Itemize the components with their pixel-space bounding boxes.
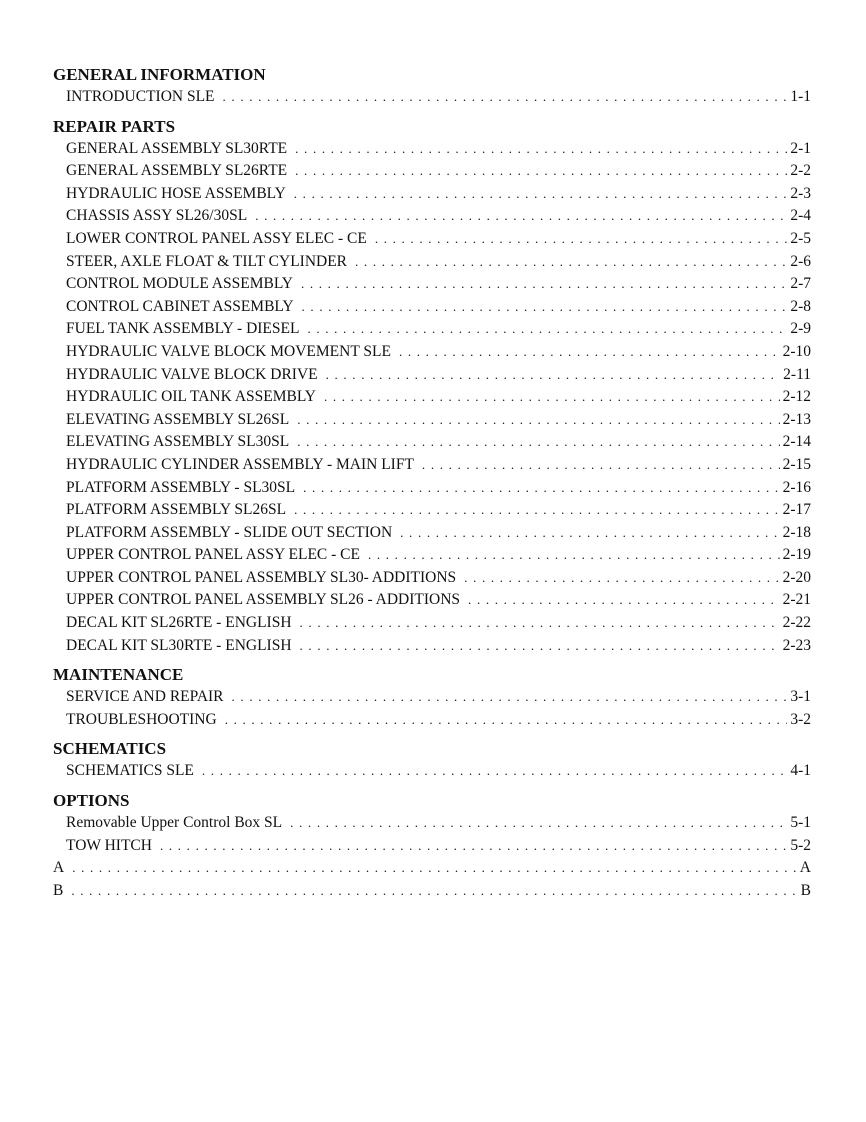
toc-entry-page-number: 2-23 <box>782 636 811 654</box>
dot-leader <box>223 86 788 109</box>
toc-entry-page-number: 2-10 <box>782 342 811 360</box>
toc-entry-label: UPPER CONTROL PANEL ASSY ELEC - CE <box>66 546 360 564</box>
toc-entry-label: HYDRAULIC HOSE ASSEMBLY <box>66 184 286 202</box>
toc-entry[interactable] <box>53 205 811 228</box>
toc-entry[interactable] <box>53 183 811 206</box>
section-heading: REPAIR PARTS <box>53 116 176 136</box>
toc-entry[interactable] <box>53 709 811 732</box>
section-heading: GENERAL INFORMATION <box>53 65 266 84</box>
toc-entry[interactable] <box>53 612 811 635</box>
toc-entry-page-number: 2-11 <box>783 365 811 383</box>
toc-entry-page-number: 2-13 <box>782 410 811 428</box>
dot-leader <box>375 228 788 251</box>
toc-entry-label: ELEVATING ASSEMBLY SL30SL <box>66 433 290 451</box>
toc-entry-label: TOW HITCH <box>66 836 152 854</box>
toc-entry-label: TROUBLESHOOTING <box>66 710 217 728</box>
toc-entry-page-number: 2-15 <box>782 455 811 473</box>
dot-leader <box>301 273 787 296</box>
dot-leader <box>464 567 779 590</box>
dot-leader <box>297 431 779 454</box>
toc-entry-page-number: 5-1 <box>790 814 811 832</box>
dot-leader <box>295 160 787 183</box>
toc-entry-page-number: 2-4 <box>790 207 811 225</box>
toc-entry-page-number: 2-17 <box>782 501 811 519</box>
dot-leader <box>232 686 788 709</box>
toc-entry[interactable] <box>53 273 811 296</box>
dot-leader <box>302 296 788 319</box>
toc-entry-page-number: 4-1 <box>790 762 811 780</box>
dot-leader <box>355 251 787 274</box>
toc-entry[interactable] <box>53 544 811 567</box>
toc-entry[interactable] <box>53 812 811 835</box>
toc-entry-label: A <box>53 859 65 877</box>
toc-section <box>53 64 811 109</box>
toc-entry-label: SCHEMATICS SLE <box>66 762 194 780</box>
toc-entry[interactable] <box>53 386 811 409</box>
toc-entry-page-number: 1-1 <box>790 88 811 105</box>
toc-section <box>53 738 811 783</box>
dot-leader <box>300 635 780 658</box>
toc-entry-label: PLATFORM ASSEMBLY - SLIDE OUT SECTION <box>66 523 393 541</box>
toc-entry-page-number: 2-9 <box>790 320 811 338</box>
toc-entry-label: DECAL KIT SL30RTE - ENGLISH <box>66 636 292 654</box>
toc-entry-page-number: 2-22 <box>782 614 811 632</box>
dot-leader <box>294 499 779 522</box>
dot-leader <box>255 205 787 228</box>
toc-entry-label: STEER, AXLE FLOAT & TILT CYLINDER <box>66 252 348 270</box>
toc-entry-page-number: 2-16 <box>782 478 811 496</box>
dot-leader <box>368 544 780 567</box>
table-of-contents <box>53 64 811 902</box>
toc-entry-label: INTRODUCTION SLE <box>66 88 215 105</box>
toc-entry-label: Removable Upper Control Box SL <box>66 814 283 832</box>
toc-entry[interactable] <box>53 835 811 858</box>
toc-entry[interactable] <box>53 364 811 387</box>
toc-entry-label: FUEL TANK ASSEMBLY - DIESEL <box>66 320 300 338</box>
toc-entry[interactable] <box>53 296 811 319</box>
toc-entry[interactable] <box>53 880 811 903</box>
toc-entry-page-number: 2-2 <box>790 162 811 180</box>
toc-entry-page-number: 2-21 <box>782 591 811 609</box>
toc-entry-page-number: 2-18 <box>782 523 811 541</box>
toc-entry[interactable] <box>53 409 811 432</box>
dot-leader <box>295 138 787 161</box>
toc-entry[interactable] <box>53 567 811 590</box>
toc-entry[interactable] <box>53 477 811 500</box>
dot-leader <box>72 857 797 880</box>
dot-leader <box>202 760 787 783</box>
toc-entry-label: UPPER CONTROL PANEL ASSEMBLY SL26 - ADDITIONS <box>66 591 461 609</box>
toc-entry-page-number: 3-2 <box>790 710 811 728</box>
toc-entry-page-number: 2-12 <box>782 388 811 406</box>
section-heading: MAINTENANCE <box>53 665 184 685</box>
toc-entry[interactable] <box>53 454 811 477</box>
toc-entry[interactable] <box>53 318 811 341</box>
toc-entry[interactable] <box>53 857 811 880</box>
dot-leader <box>300 612 780 635</box>
toc-entry-label: DECAL KIT SL26RTE - ENGLISH <box>66 614 292 632</box>
toc-entry[interactable] <box>53 251 811 274</box>
toc-entry[interactable] <box>53 760 811 783</box>
toc-entry[interactable] <box>53 160 811 183</box>
toc-entry-page-number: 2-6 <box>790 252 811 270</box>
dot-leader <box>326 364 781 387</box>
toc-entry-label: GENERAL ASSEMBLY SL26RTE <box>66 162 288 180</box>
toc-entry-page-number: 2-8 <box>790 297 811 315</box>
dot-leader <box>422 454 780 477</box>
toc-entry-page-number: A <box>799 859 811 877</box>
toc-entry-page-number: 2-5 <box>790 229 811 247</box>
toc-entry[interactable] <box>53 635 811 658</box>
toc-entry[interactable] <box>53 86 811 109</box>
dot-leader <box>71 880 797 903</box>
toc-entry-page-number: B <box>800 881 811 899</box>
toc-entry-page-number: 2-20 <box>782 568 811 586</box>
toc-entry-label: GENERAL ASSEMBLY SL30RTE <box>66 139 288 157</box>
dot-leader <box>307 318 787 341</box>
dot-leader <box>225 709 788 732</box>
toc-entry[interactable] <box>53 499 811 522</box>
toc-entry[interactable] <box>53 522 811 545</box>
toc-entry-page-number: 5-2 <box>790 836 811 854</box>
toc-entry-label: ELEVATING ASSEMBLY SL26SL <box>66 410 290 428</box>
toc-entry-label: HYDRAULIC VALVE BLOCK MOVEMENT SLE <box>66 342 391 360</box>
dot-leader <box>160 835 787 858</box>
dot-leader <box>294 183 788 206</box>
toc-entry[interactable] <box>53 228 811 251</box>
toc-entry-label: PLATFORM ASSEMBLY SL26SL <box>66 501 287 519</box>
toc-entry[interactable] <box>53 589 811 612</box>
appendix-entries <box>53 857 811 902</box>
toc-entry[interactable] <box>53 341 811 364</box>
toc-entry-label: PLATFORM ASSEMBLY - SL30SL <box>66 478 296 496</box>
toc-entry-page-number: 2-19 <box>782 546 811 564</box>
toc-entry[interactable] <box>53 431 811 454</box>
toc-section <box>53 116 811 658</box>
dot-leader <box>303 477 779 500</box>
toc-entry-label: HYDRAULIC OIL TANK ASSEMBLY <box>66 388 316 406</box>
toc-entry-label: HYDRAULIC VALVE BLOCK DRIVE <box>66 365 318 383</box>
toc-entry-page-number: 3-1 <box>790 688 811 706</box>
toc-entry-label: CONTROL CABINET ASSEMBLY <box>66 297 294 315</box>
toc-entry-label: CONTROL MODULE ASSEMBLY <box>66 275 293 293</box>
dot-leader <box>400 522 779 545</box>
toc-entry-label: LOWER CONTROL PANEL ASSY ELEC - CE <box>66 229 367 247</box>
toc-entry-page-number: 2-3 <box>790 184 811 202</box>
section-heading: OPTIONS <box>53 791 130 811</box>
dot-leader <box>468 589 780 612</box>
toc-section <box>53 790 811 857</box>
toc-entry-page-number: 2-14 <box>782 433 811 451</box>
dot-leader <box>324 386 780 409</box>
toc-entry-page-number: 2-7 <box>790 275 811 293</box>
toc-entry-label: B <box>53 881 64 899</box>
dot-leader <box>297 409 779 432</box>
toc-entry-label: SERVICE AND REPAIR <box>66 688 224 706</box>
toc-entry-label: CHASSIS ASSY SL26/30SL <box>66 207 248 225</box>
toc-entry[interactable] <box>53 686 811 709</box>
toc-section <box>53 664 811 731</box>
toc-entry-label: HYDRAULIC CYLINDER ASSEMBLY - MAIN LIFT <box>66 455 414 473</box>
toc-entry-label: UPPER CONTROL PANEL ASSEMBLY SL30- ADDITIONS <box>66 568 457 586</box>
dot-leader <box>399 341 780 364</box>
toc-entry[interactable] <box>53 138 811 161</box>
section-heading: SCHEMATICS <box>53 739 167 759</box>
dot-leader <box>290 812 787 835</box>
toc-entry-page-number: 2-1 <box>790 139 811 157</box>
